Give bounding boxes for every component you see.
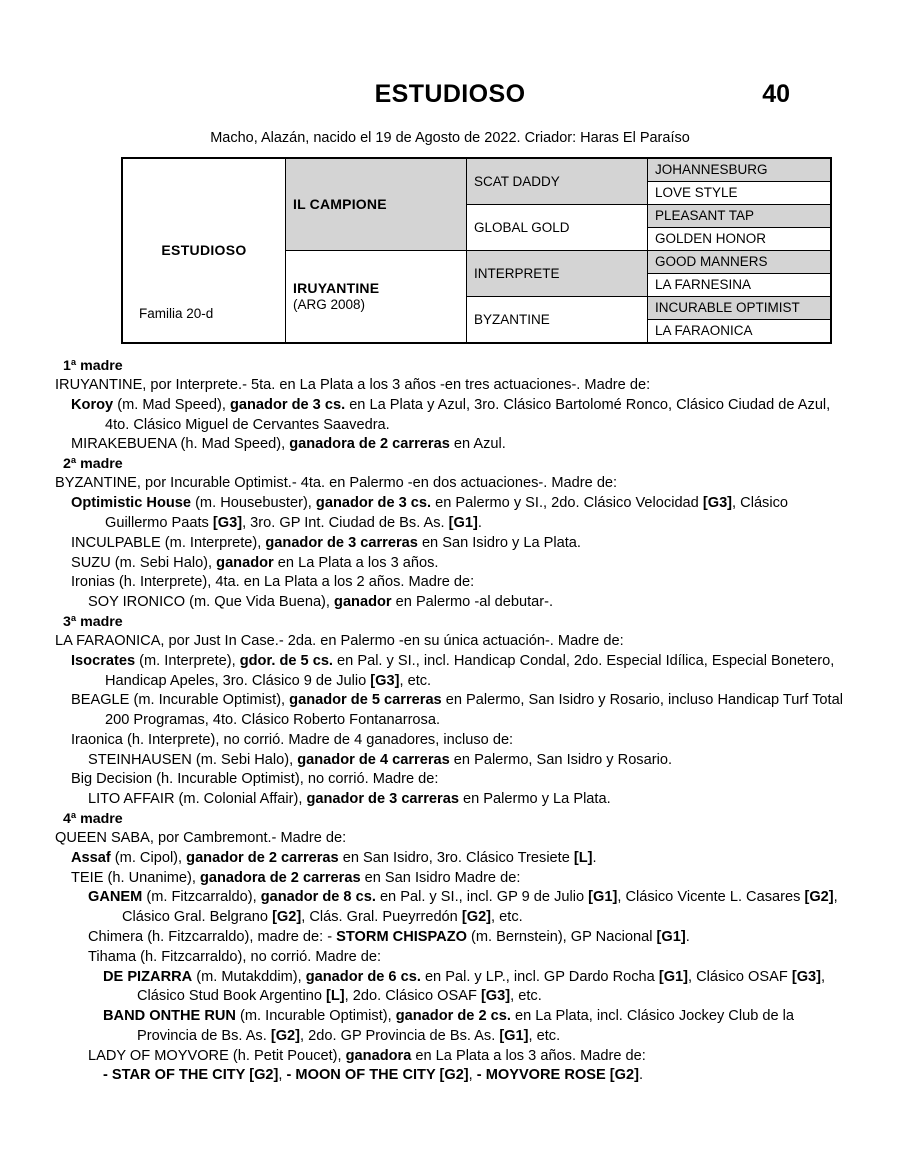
- entry-emphasis: Isocrates: [71, 652, 136, 669]
- entry-emphasis: [G1]: [448, 515, 478, 531]
- pedigree-entry: [88, 751, 845, 771]
- entry-text: , Clásico Guillermo Paats: [105, 495, 789, 531]
- entry-text: (m. Interprete),: [135, 652, 240, 669]
- entry-emphasis: GANEM: [88, 889, 143, 906]
- generation-heading: 2ª madre: [63, 456, 123, 473]
- pedigree-entry: [55, 829, 845, 849]
- entry-text: en Pal. y LP., incl. GP Dardo Rocha: [420, 968, 659, 985]
- entry-text: en Palermo -al debutar-.: [391, 594, 554, 611]
- entry-emphasis: Assaf: [71, 849, 111, 866]
- pedigree-entry: [88, 948, 845, 968]
- pedigree-entry: [71, 770, 845, 790]
- catalog-number: 40: [762, 80, 790, 108]
- entry-text: , etc.: [510, 988, 542, 1005]
- pedigree-entry: [88, 790, 845, 810]
- entry-text: en La Plata a los 3 años.: [273, 554, 439, 571]
- entry-emphasis: [G3]: [791, 968, 822, 985]
- entry-text: , Clásico Stud Book Argentino: [137, 968, 826, 1005]
- entry-emphasis: ganador: [216, 554, 274, 571]
- entry-text: IRUYANTINE, por Interprete.- 5ta. en La Plata a los 3 años -en tres actuaciones-. Madre de:: [55, 377, 651, 394]
- entry-text: SOY IRONICO (m. Que Vida Buena),: [88, 594, 335, 611]
- entry-emphasis: [G2]: [270, 1027, 301, 1044]
- entry-text: en Palermo, San Isidro y Rosario, incluso Handicap Turf Total 200 Programas, 4to. Clásico Roberto Fontanarrosa.: [105, 692, 843, 729]
- pedigree-entry: [55, 474, 845, 494]
- pedigree-narrative: [55, 357, 845, 1086]
- entry-emphasis: Koroy: [71, 396, 114, 413]
- pedigree-entry: [71, 652, 845, 692]
- entry-text: en La Plata a los 3 años. Madre de:: [411, 1047, 646, 1064]
- entry-text: LA FARAONICA, por Just In Case.- 2da. en Palermo -en su única actuación-. Madre de:: [55, 633, 624, 650]
- pedigree-cell-dd-d: LA FARAONICA: [648, 319, 832, 343]
- entry-emphasis: [G2]: [804, 889, 834, 906]
- entry-text: .: [592, 849, 597, 866]
- dam-name: IRUYANTINE: [293, 280, 380, 297]
- pedigree-cell-dam-sire: INTERPRETE: [467, 250, 648, 296]
- pedigree-cell-ds-s: GOOD MANNERS: [648, 250, 832, 273]
- entry-emphasis: ganador: [334, 594, 392, 611]
- entry-emphasis: [G3]: [702, 495, 733, 512]
- pedigree-entry: [88, 593, 845, 613]
- entry-text: en Palermo y SI., 2do. Clásico Velocidad: [431, 495, 703, 512]
- entry-text: QUEEN SABA, por Cambremont.- Madre de:: [55, 830, 347, 847]
- entry-text: (m. Housebuster),: [191, 495, 316, 512]
- pedigree-table: [121, 157, 832, 344]
- entry-emphasis: ganador de 3 cs.: [229, 396, 346, 413]
- entry-emphasis: [G1]: [499, 1027, 529, 1044]
- entry-text: SUZU (m. Sebi Halo),: [71, 554, 217, 571]
- pedigree-entry: [71, 396, 845, 436]
- entry-text: ,: [468, 1067, 477, 1084]
- entry-emphasis: ganador de 3 carreras: [306, 791, 459, 808]
- entry-text: , 2do. GP Provincia de Bs. As.: [300, 1027, 500, 1044]
- entry-emphasis: [G3]: [480, 988, 511, 1005]
- entry-emphasis: ganador de 4 carreras: [297, 751, 450, 768]
- entry-text: .: [685, 929, 690, 946]
- pedigree-entry: [103, 1066, 845, 1086]
- pedigree-cell-sd-s: PLEASANT TAP: [648, 204, 832, 227]
- family-number: Familia 20-d: [139, 306, 214, 322]
- entry-text: MIRAKEBUENA (h. Mad Speed),: [71, 436, 290, 453]
- entry-emphasis: [G1]: [658, 968, 689, 985]
- entry-text: , etc.: [399, 672, 432, 689]
- pedigree-entry: [71, 554, 845, 574]
- pedigree-cell-ds-d: LA FARNESINA: [648, 273, 832, 296]
- entry-text: Big Decision (h. Incurable Optimist), no corrió. Madre de:: [71, 771, 439, 788]
- entry-text: .: [477, 515, 482, 531]
- pedigree-entry: [71, 849, 845, 869]
- entry-text: en Palermo y La Plata.: [458, 791, 611, 808]
- entry-emphasis: ganador de 5 carreras: [289, 692, 442, 709]
- pedigree-cell-ss-s: JOHANNESBURG: [648, 158, 832, 182]
- dam-origin: (ARG 2008): [293, 297, 366, 313]
- pedigree-entry: [88, 928, 845, 948]
- entry-text: , 2do. Clásico OSAF: [344, 988, 481, 1005]
- entry-emphasis: ganador de 3 cs.: [315, 495, 432, 512]
- pedigree-entry: [88, 1047, 845, 1067]
- entry-text: (m. Bernstein), GP Nacional: [466, 929, 657, 946]
- entry-emphasis: ganador de 3 carreras: [265, 534, 418, 551]
- entry-emphasis: [L]: [326, 988, 345, 1005]
- entry-emphasis: DE PIZARRA: [103, 968, 193, 985]
- entry-text: , Clás. Gral. Pueyrredón: [301, 909, 462, 926]
- entry-text: en La Plata, incl. Clásico Jockey Club de la Provincia de Bs. As.: [137, 1008, 795, 1044]
- entry-emphasis: STORM CHISPAZO: [336, 929, 467, 946]
- pedigree-cell-sire-dam: GLOBAL GOLD: [467, 204, 648, 250]
- horse-description: Macho, Alazán, nacido el 19 de Agosto de 2022. Criador: Haras El Paraíso: [210, 130, 690, 146]
- entry-emphasis: [G3]: [370, 672, 400, 689]
- entry-text: Chimera (h. Fitzcarraldo), madre de: -: [88, 929, 337, 946]
- generation-heading: 3ª madre: [63, 613, 123, 630]
- subject-name: ESTUDIOSO: [161, 242, 247, 259]
- entry-text: (m. Incurable Optimist),: [235, 1008, 396, 1025]
- entry-emphasis: ganador de 6 cs.: [305, 968, 421, 985]
- pedigree-cell-ss-d: LOVE STYLE: [648, 181, 832, 204]
- entry-text: BEAGLE (m. Incurable Optimist),: [71, 692, 290, 709]
- entry-text: en San Isidro y La Plata.: [417, 534, 581, 551]
- entry-text: LADY OF MOYVORE (h. Petit Poucet),: [88, 1047, 346, 1064]
- entry-emphasis: [L]: [573, 849, 593, 866]
- entry-emphasis: - STAR OF THE CITY [G2]: [103, 1067, 279, 1084]
- pedigree-entry: [88, 888, 845, 928]
- entry-emphasis: gdor. de 5 cs.: [239, 652, 333, 669]
- pedigree-entry: [71, 731, 845, 751]
- pedigree-cell-dd-s: INCURABLE OPTIMIST: [648, 296, 832, 319]
- entry-text: , Clásico Gral. Belgrano: [122, 889, 838, 926]
- pedigree-entry: [71, 435, 845, 455]
- entry-emphasis: BAND ONTHE RUN: [103, 1008, 236, 1025]
- entry-text: (m. Mad Speed),: [113, 396, 230, 413]
- sire-name: IL CAMPIONE: [293, 196, 387, 213]
- generation-heading: 4ª madre: [63, 810, 123, 827]
- pedigree-cell-dam-dam: BYZANTINE: [467, 296, 648, 343]
- entry-emphasis: ganadora de 2 carreras: [289, 436, 450, 453]
- entry-text: LITO AFFAIR (m. Colonial Affair),: [88, 791, 307, 808]
- entry-text: (m. Mutakddim),: [192, 968, 306, 985]
- pedigree-cell-sd-d: GOLDEN HONOR: [648, 227, 832, 250]
- entry-emphasis: ganador de 8 cs.: [260, 889, 376, 906]
- pedigree-entry: [103, 968, 845, 1008]
- entry-text: , etc.: [528, 1027, 561, 1044]
- entry-text: en San Isidro Madre de:: [360, 869, 521, 886]
- entry-text: Ironias (h. Interprete), 4ta. en La Plata a los 2 años. Madre de:: [71, 574, 475, 591]
- entry-text: en San Isidro, 3ro. Clásico Tresiete: [338, 849, 574, 866]
- pedigree-cell-sire-sire: SCAT DADDY: [467, 158, 648, 205]
- pedigree-entry: [71, 869, 845, 889]
- entry-text: en Pal. y SI., incl. Handicap Condal, 2do. Especial Idílica, Especial Bonetero, Handicap Apeles, 3ro. Clásico 9 de Julio: [105, 652, 835, 689]
- pedigree-entry: [55, 632, 845, 652]
- entry-emphasis: [G2]: [461, 909, 492, 926]
- page-title: ESTUDIOSO: [374, 80, 526, 108]
- pedigree-entry: [71, 494, 845, 534]
- pedigree-entry: [71, 573, 845, 593]
- entry-emphasis: ganadora: [345, 1047, 412, 1064]
- entry-text: Iraonica (h. Interprete), no corrió. Madre de 4 ganadores, incluso de:: [71, 731, 514, 748]
- entry-text: .: [638, 1067, 644, 1084]
- pedigree-entry: [103, 1007, 845, 1047]
- entry-emphasis: - MOYVORE ROSE [G2]: [476, 1067, 639, 1084]
- pedigree-cell-dam: [286, 250, 467, 343]
- pedigree-entry: [71, 534, 845, 554]
- entry-text: en Pal. y SI., incl. GP 9 de Julio: [375, 889, 589, 906]
- entry-text: , Clásico OSAF: [688, 968, 792, 985]
- pedigree-cell-subject: [122, 158, 286, 343]
- pedigree-cell-sire: [286, 158, 467, 251]
- pedigree-table-wrapper: [121, 157, 800, 344]
- entry-emphasis: - MOON OF THE CITY [G2]: [286, 1067, 469, 1084]
- entry-text: en La Plata y Azul, 3ro. Clásico Bartolomé Ronco, Clásico Ciudad de Azul, 4to. Clásico Miguel de Cervantes Saavedra.: [105, 396, 831, 433]
- entry-text: en Palermo, San Isidro y Rosario.: [449, 751, 672, 768]
- entry-emphasis: [G1]: [656, 929, 686, 946]
- entry-text: TEIE (h. Unanime),: [71, 869, 200, 886]
- entry-emphasis: Optimistic House: [71, 495, 192, 512]
- entry-emphasis: [G3]: [212, 515, 243, 531]
- entry-emphasis: [G2]: [272, 909, 302, 926]
- pedigree-entry: [55, 376, 845, 396]
- entry-text: Tihama (h. Fitzcarraldo), no corrió. Madre de:: [88, 948, 382, 965]
- entry-text: BYZANTINE, por Incurable Optimist.- 4ta. en Palermo -en dos actuaciones-. Madre de:: [55, 475, 618, 492]
- entry-text: INCULPABLE (m. Interprete),: [71, 534, 266, 551]
- entry-text: (m. Fitzcarraldo),: [142, 889, 261, 906]
- page-header: [55, 0, 845, 122]
- generation-heading: 1ª madre: [63, 357, 123, 374]
- entry-emphasis: ganador de 2 cs.: [395, 1008, 511, 1025]
- entry-text: (m. Cipol),: [110, 849, 187, 866]
- entry-text: ,: [278, 1067, 287, 1084]
- entry-text: , Clásico Vicente L. Casares: [617, 889, 805, 906]
- entry-text: , etc.: [491, 909, 523, 926]
- entry-emphasis: ganadora de 2 carreras: [199, 869, 361, 886]
- entry-text: STEINHAUSEN (m. Sebi Halo),: [88, 751, 298, 768]
- pedigree-entry: [71, 691, 845, 731]
- entry-text: en Azul.: [449, 436, 506, 453]
- entry-emphasis: ganador de 2 carreras: [186, 849, 339, 866]
- entry-emphasis: [G1]: [588, 889, 618, 906]
- entry-text: , 3ro. GP Int. Ciudad de Bs. As.: [242, 515, 449, 531]
